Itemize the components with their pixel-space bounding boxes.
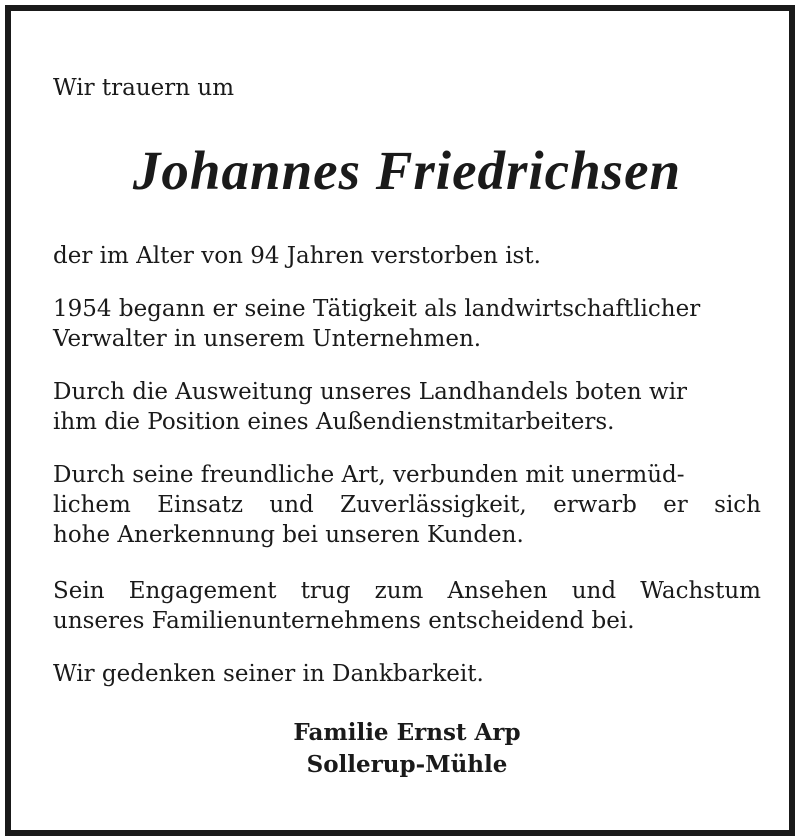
word: Zuverlässigkeit, bbox=[340, 492, 527, 518]
word: Sein bbox=[53, 578, 105, 604]
paragraph-line-justified bbox=[53, 576, 761, 606]
word: lichem bbox=[53, 492, 131, 518]
paragraph-line: Durch seine freundliche Art, verbunden mit unermüd- bbox=[53, 462, 685, 488]
paragraph-remembrance: Wir gedenken seiner in Dankbarkeit. bbox=[53, 661, 484, 687]
paragraph-line-text: 1954 begann er seine Tätigkeit als landwirtschaftlicher bbox=[53, 296, 701, 322]
paragraph-line: Verwalter in unserem Unternehmen. bbox=[53, 326, 482, 352]
word: Wachstum bbox=[640, 578, 761, 604]
intro-text: Wir trauern um bbox=[53, 75, 235, 101]
paragraph-line-justified bbox=[53, 490, 761, 520]
word: Ansehen bbox=[447, 578, 548, 604]
paragraph-career-start bbox=[53, 294, 761, 354]
deceased-name: Johannes Friedrichsen bbox=[132, 140, 682, 201]
paragraph-age: der im Alter von 94 Jahren verstorben ist. bbox=[53, 243, 541, 269]
word: sich bbox=[714, 492, 761, 518]
word: Engagement bbox=[128, 578, 277, 604]
paragraph-line: hohe Anerkennung bei unseren Kunden. bbox=[53, 522, 524, 548]
word: zum bbox=[374, 578, 424, 604]
paragraph-line: unseres Familienunternehmens entscheidend bei. bbox=[53, 608, 635, 634]
signature-family: Familie Ernst Arp bbox=[293, 719, 521, 746]
obituary-notice bbox=[5, 5, 795, 836]
signature-place: Sollerup-Mühle bbox=[306, 751, 508, 778]
word: und bbox=[269, 492, 314, 518]
paragraph-line: ihm die Position eines Außendienstmitarbeiters. bbox=[53, 409, 615, 435]
paragraph-line bbox=[53, 294, 761, 324]
paragraph-engagement bbox=[53, 576, 761, 636]
word: und bbox=[571, 578, 617, 604]
word: trug bbox=[300, 578, 351, 604]
paragraph-position bbox=[53, 377, 761, 437]
word: Einsatz bbox=[157, 492, 244, 518]
signature-block bbox=[53, 717, 761, 781]
paragraph-line: Durch die Ausweitung unseres Landhandels boten wir bbox=[53, 379, 688, 405]
word: erwarb bbox=[553, 492, 637, 518]
paragraph-character bbox=[53, 460, 761, 550]
word: er bbox=[663, 492, 688, 518]
